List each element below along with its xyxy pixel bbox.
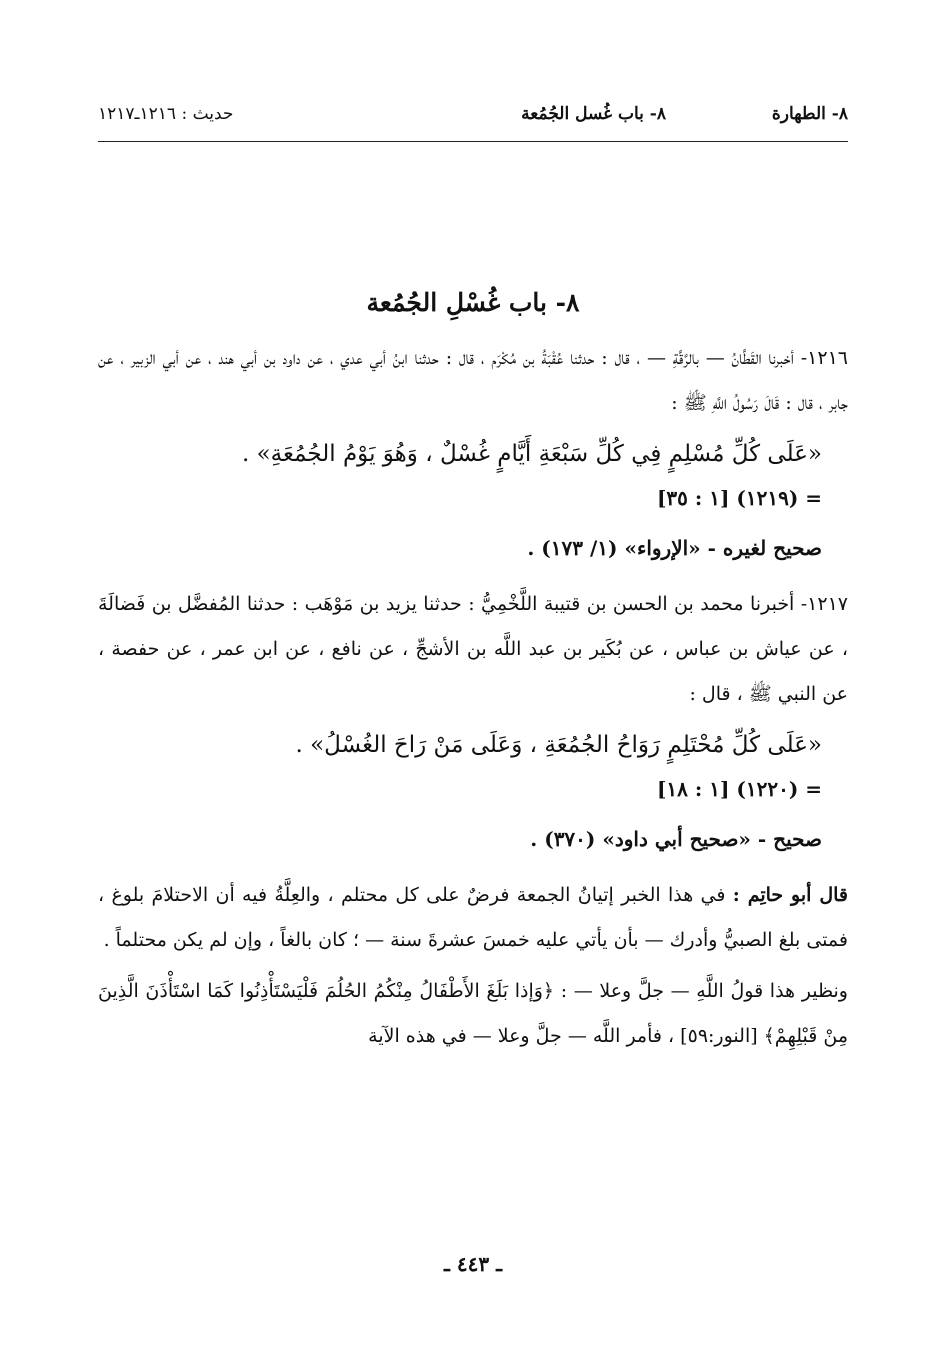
hadith-1216-grade: صحيح لغيره - «الإرواء» (١/ ١٧٣) . — [527, 536, 822, 560]
hadith-1216-reference: = (١٢١٩) [١ : ٣٥] — [656, 486, 822, 510]
page-body — [98, 282, 848, 1059]
hadith-1217-reference: = (١٢٢٠) [١ : ١٨] — [656, 777, 822, 801]
chapter-title: ٨- باب غُسْلِ الجُمُعة — [366, 288, 580, 317]
header-hadith-range: حديث : ١٢١٦ـ١٢١٧ — [98, 104, 234, 124]
hadith-1217-grade: صحيح - «صحيح أبي داود» (٣٧٠) . — [530, 827, 822, 851]
running-header — [98, 104, 848, 138]
header-chapter: ٨- الطهارة — [771, 104, 848, 124]
commentary-speaker: قال أبو حاتِم : — [732, 884, 848, 906]
hadith-1216-isnad: ١٢١٦- أخبرنا القَطَّانُ — بالرَّقَّةِ — ، قال : حدثنا عُقْبَةُ بن مُكْرَم ، قال : حدثنا ابنُ أبي عدي ، عن داود بن أبي هند ، عن أبي الزبير ، عن جابر ، قال : قَالَ رَسُولُ اللَّهِ ﷺ : — [98, 347, 848, 414]
commentary-paragraph-2: ونظير هذا قولُ اللَّهِ — جلَّ وعلا — : ﴿وَإذا بَلَغَ الأَطْفَالُ مِنْكُمُ الحُلُمَ فَلْيَسْتَأْذِنُوا كَمَا اسْتَأْذَنَ الَّذِينَ مِنْ قَبْلِهِمْ﴾ [النور:٥٩] ، فأمر اللَّه — جلَّ وعلا — في هذه الآية — [98, 980, 848, 1047]
commentary-text-1: في هذا الخبر إتيانُ الجمعة فرضٌ على كل محتلم ، والعِلَّةُ فيه أن الاحتلامَ بلوغ ، فمتى بلغ الصبيُّ وأدرك — بأن يأتي عليه خمسَ عشرةَ سنة — ؛ كان بالغاً ، وإن لم يكن محتلماً . — [98, 884, 848, 951]
hadith-1217-isnad: ١٢١٧- أخبرنا محمد بن الحسن بن قتيبة اللَّخْمِيُّ : حدثنا يزيد بن مَوْهَب : حدثنا المُفضَّل بن فَضالَةَ ، عن عياش بن عباس ، عن بُكَير بن عبد اللَّه بن الأشجِّ ، عن نافع ، عن ابن عمر ، عن حفصة ، عن النبي ﷺ ، قال : — [98, 593, 848, 705]
commentary-paragraph-1 — [98, 873, 848, 963]
header-section: ٨- باب غُسل الجُمُعة — [521, 104, 666, 124]
header-rule — [98, 141, 848, 142]
hadith-1216-matn: «عَلَى كُلِّ مُسْلِمٍ فِي كُلِّ سَبْعَةِ أَيَّامٍ غُسْلٌ ، وَهُوَ يَوْمُ الجُمُعَةِ» . — [241, 441, 822, 467]
hadith-1217-matn: «عَلَى كُلِّ مُحْتَلِمٍ رَوَاحُ الجُمُعَةِ ، وَعَلَى مَنْ رَاحَ الغُسْلُ» . — [295, 732, 822, 758]
page-number: ـ ٤٤٣ ـ — [444, 1252, 502, 1276]
